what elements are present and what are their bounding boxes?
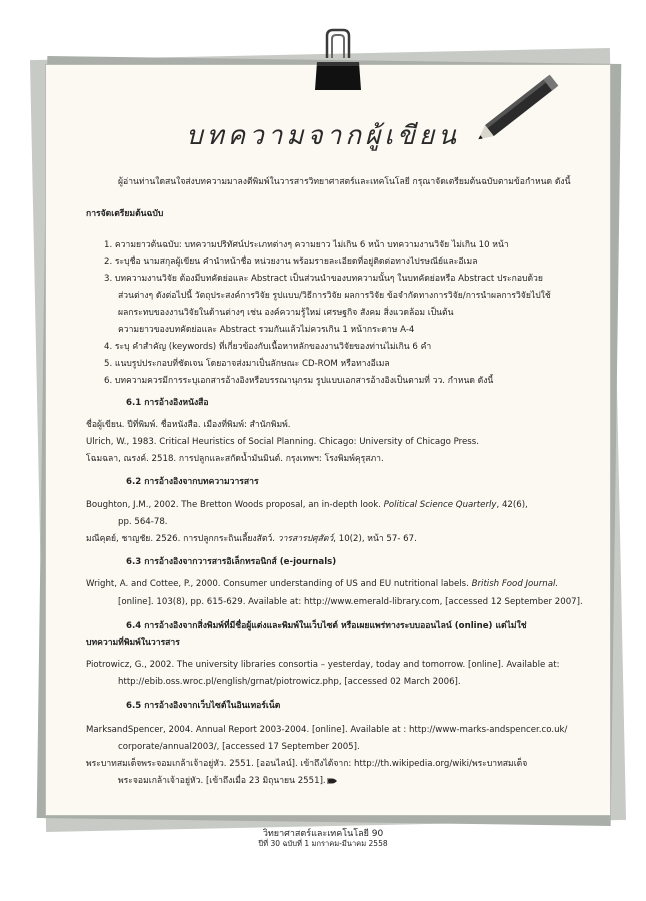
section-heading-cont: บทความที่พิมพ์ในวารสาร: [86, 638, 180, 648]
list-item-cont: ส่วนต่างๆ ดังต่อไปนี้ วัตถุประสงค์การวิจัย รูปแบบ/วิธีการวิจัย ผลการวิจัย ข้อจำกัดทางการวิจัย/การนำผลการวิจัยไปใช้: [118, 291, 551, 301]
reference: โฉมฉลา, ณรงค์. 2518. การปลูกและสกัดน้ำมันมินต์. กรุงเทพฯ: โรงพิมพ์คุรุสภา.: [86, 454, 384, 464]
reference: Boughton, J.M., 2002. The Bretton Woods proposal, an in-depth look. Political Science Quarterly, 42(6),: [86, 500, 528, 510]
section-heading: 6.3 การอ้างอิงจากวารสารอิเล็กทรอนิกส์ (e-journals): [126, 557, 337, 567]
list-item: 3. บทความงานวิจัย ต้องมีบทคัดย่อและ Abstract เป็นส่วนนำของบทความนั้นๆ ในบทคัดย่อหรือ Abstract ประกอบด้วย: [104, 274, 543, 284]
end-mark-icon: [326, 775, 338, 787]
section-heading: 6.5 การอ้างอิงจากเว็บไซต์ในอินเทอร์เน็ต: [126, 701, 281, 711]
reference-cont: [online]. 103(8), pp. 615-629. Available at: http://www.emerald-library.com, [accessed 12 September 2007].: [118, 597, 583, 607]
prep-title: การจัดเตรียมต้นฉบับ: [86, 209, 164, 219]
reference: ชื่อผู้เขียน. ปีที่พิมพ์. ชื่อหนังสือ. เมืองที่พิมพ์: สำนักพิมพ์.: [86, 420, 291, 430]
reference: มณีคุตย์, ชาญชัย. 2526. การปลูกกระถินเลี้ยงสัตว์. วารสารปศุสัตว์, 10(2), หน้า 57- 67.: [86, 534, 417, 544]
footer-journal: วิทยาศาสตร์และเทคโนโลยี 90: [262, 829, 384, 839]
reference-cont: พระจอมเกล้าเจ้าอยู่หัว. [เข้าถึงเมื่อ 23 มิถุนายน 2551].: [118, 776, 326, 786]
reference: MarksandSpencer, 2004. Annual Report 2003-2004. [online]. Available at : http://www-marks-andspencer.co.uk/: [86, 725, 568, 735]
reference: Wright, A. and Cottee, P., 2000. Consumer understanding of US and EU nutritional labels. British Food Journal.: [86, 579, 559, 589]
footer-issue: ปีที่ 30 ฉบับที่ 1 มกราคม-มีนาคม 2558: [258, 839, 388, 848]
page-heading: บทความจากผู้เขียน: [186, 121, 460, 151]
section-heading: 6.1 การอ้างอิงหนังสือ: [126, 398, 209, 408]
list-item: 2. ระบุชื่อ นามสกุลผู้เขียน คำนำหน้าชื่อ หน่วยงาน พร้อมรายละเอียดที่อยู่ติดต่อทางไปรษณีย์และอีเมล: [104, 257, 478, 267]
list-item-cont: ผลกระทบของงานวิจัยในด้านต่างๆ เช่น องค์ความรู้ใหม่ เศรษฐกิจ สังคม สิ่งแวดล้อม เป็นต้น: [118, 308, 454, 318]
list-item: 5. แนบรูปประกอบที่ชัดเจน โดยอาจส่งมาเป็นลักษณะ CD-ROM หรือทางอีเมล: [104, 359, 390, 369]
intro-text: ผู้อ่านท่านใดสนใจส่งบทความมาลงตีพิมพ์ในวารสารวิทยาศาสตร์และเทคโนโลยี กรุณาจัดเตรียมต้นฉบับตามข้อกำหนด ดังนี้: [118, 177, 571, 187]
reference-cont: http://ebib.oss.wroc.pl/english/grnat/piotrowicz.php, [accessed 02 March 2006].: [118, 677, 461, 687]
list-item: 6. บทความควรมีการระบุเอกสารอ้างอิงหรือบรรณานุกรม รูปแบบเอกสารอ้างอิงเป็นตามที่ วว. กำหนด ดังนี้: [104, 376, 494, 386]
binder-clip-icon: [313, 28, 363, 92]
list-item-cont: ความยาวของบทคัดย่อและ Abstract รวมกันแล้วไม่ควรเกิน 1 หน้ากระดาษ A-4: [118, 325, 415, 335]
list-item: 4. ระบุ คำสำคัญ (keywords) ที่เกี่ยวข้องกับเนื้อหาหลักของงานวิจัยของท่านไม่เกิน 6 คำ: [104, 342, 432, 352]
reference-cont: pp. 564-78.: [118, 517, 168, 527]
reference-cont: corporate/annual2003/, [accessed 17 September 2005].: [118, 742, 360, 752]
reference: Piotrowicz, G., 2002. The university libraries consortia – yesterday, today and tomorrow. [online]. Available at:: [86, 660, 560, 670]
section-heading: 6.4 การอ้างอิงจากสิ่งพิมพ์ที่มีชื่อผู้แต่งและพิมพ์ในเว็บไซต์ หรือเผยแพร่ทางระบบออนไลน์ (online) แต่ไม่ใช่: [126, 621, 527, 631]
reference: Ulrich, W., 1983. Critical Heuristics of Social Planning. Chicago: University of Chicago Press.: [86, 437, 479, 447]
list-item: 1. ความยาวต้นฉบับ: บทความปริทัศน์ประเภทต่างๆ ความยาว ไม่เกิน 6 หน้า บทความงานวิจัย ไม่เกิน 10 หน้า: [104, 240, 509, 250]
reference: พระบาทสมเด็จพระจอมเกล้าเจ้าอยู่หัว. 2551. [ออนไลน์]. เข้าถึงได้จาก: http://th.wikipedia.org/wiki/พระบาทสมเด็จ: [86, 759, 528, 769]
section-heading: 6.2 การอ้างอิงจากบทความวารสาร: [126, 477, 259, 487]
